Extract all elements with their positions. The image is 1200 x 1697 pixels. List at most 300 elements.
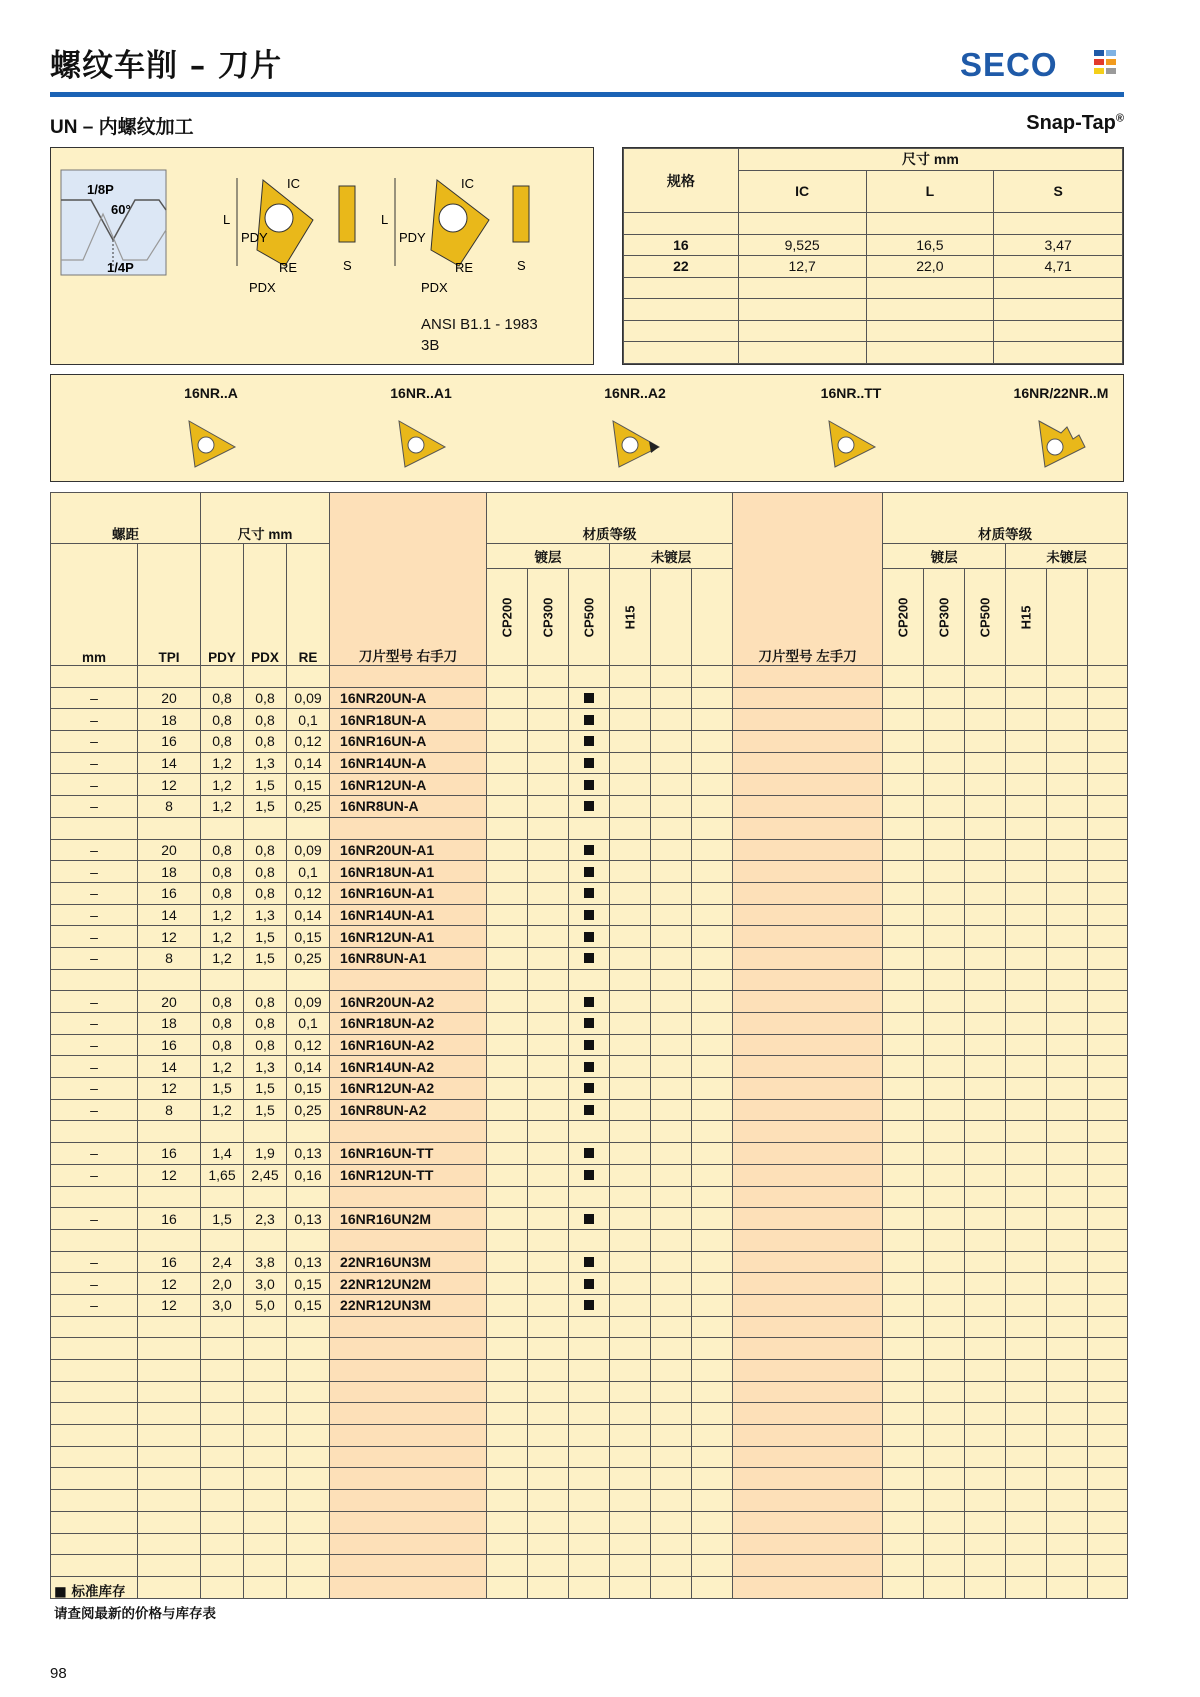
cell-grade bbox=[569, 1381, 610, 1403]
cell-grade-left bbox=[965, 1034, 1006, 1056]
stock-square-icon bbox=[584, 736, 594, 746]
cell-grade bbox=[610, 1425, 651, 1447]
cell-grade-left bbox=[1047, 1511, 1088, 1533]
cell-grade bbox=[651, 969, 692, 991]
cell-re bbox=[287, 1186, 330, 1208]
cell-grade-left bbox=[1006, 1533, 1047, 1555]
cell-grade bbox=[528, 1099, 569, 1121]
cell-re bbox=[287, 666, 330, 688]
cell-grade-left bbox=[1006, 1360, 1047, 1382]
stock-square-icon bbox=[584, 1279, 594, 1289]
label-s: S bbox=[343, 258, 352, 273]
cell-grade-left bbox=[924, 1229, 965, 1251]
cell-pdy bbox=[201, 666, 244, 688]
cell-insert-code: 22NR12UN3M bbox=[330, 1294, 487, 1316]
cell-grade-left bbox=[1088, 666, 1128, 688]
cell-tpi: 12 bbox=[138, 1294, 201, 1316]
cell-pdy bbox=[201, 1121, 244, 1143]
cell-grade-left bbox=[883, 1143, 924, 1165]
cell-grade bbox=[692, 1425, 733, 1447]
cell-grade bbox=[528, 926, 569, 948]
cell-pdx: 0,8 bbox=[244, 991, 287, 1013]
cell-grade bbox=[610, 1468, 651, 1490]
cell-grade bbox=[610, 796, 651, 818]
cell-grade-left bbox=[1088, 731, 1128, 753]
cell-left-hand-code bbox=[733, 904, 883, 926]
cell-re: 0,25 bbox=[287, 796, 330, 818]
cell-pdy: 2,4 bbox=[201, 1251, 244, 1273]
stock-square-icon bbox=[584, 801, 594, 811]
cell-grade-left bbox=[924, 1316, 965, 1338]
cell-grade bbox=[487, 731, 528, 753]
cell-grade-left bbox=[965, 1099, 1006, 1121]
cell-grade bbox=[528, 796, 569, 818]
header-mm: mm bbox=[51, 544, 138, 666]
cell-mm: – bbox=[51, 839, 138, 861]
stock-mark bbox=[569, 1078, 610, 1100]
cell-grade bbox=[692, 1576, 733, 1598]
cell-grade-left bbox=[965, 752, 1006, 774]
cell-mm: – bbox=[51, 1164, 138, 1186]
cell-grade bbox=[610, 1555, 651, 1577]
cell-grade-left bbox=[924, 731, 965, 753]
cell-grade bbox=[651, 1143, 692, 1165]
cell-insert-code: 16NR8UN-A2 bbox=[330, 1099, 487, 1121]
cell-left-hand-code bbox=[733, 839, 883, 861]
cell-grade bbox=[651, 1013, 692, 1035]
cell-grade-left bbox=[965, 1186, 1006, 1208]
cell-grade-left bbox=[1047, 666, 1088, 688]
cell-grade-left bbox=[1006, 1403, 1047, 1425]
cell-grade bbox=[692, 1403, 733, 1425]
stock-mark bbox=[569, 1099, 610, 1121]
cell-tpi: 20 bbox=[138, 687, 201, 709]
cell-grade bbox=[487, 1208, 528, 1230]
cell-grade bbox=[569, 1403, 610, 1425]
cell-grade-left bbox=[1047, 1099, 1088, 1121]
cell-grade-left bbox=[965, 709, 1006, 731]
insert-geometry-diagram bbox=[51, 148, 595, 366]
cell-insert-code bbox=[330, 1229, 487, 1251]
table-row bbox=[51, 1446, 1128, 1468]
cell-grade bbox=[528, 1555, 569, 1577]
table-row bbox=[51, 1425, 1128, 1447]
cell-grade bbox=[651, 709, 692, 731]
s-value: 4,71 bbox=[994, 256, 1123, 278]
cell-mm bbox=[51, 1316, 138, 1338]
cell-grade bbox=[528, 774, 569, 796]
cell-grade bbox=[692, 1121, 733, 1143]
table-row bbox=[51, 1294, 1128, 1316]
cell-grade-left bbox=[1006, 1446, 1047, 1468]
cell-grade-left bbox=[924, 666, 965, 688]
cell-grade-left bbox=[924, 687, 965, 709]
cell-grade bbox=[569, 1490, 610, 1512]
cell-grade-left bbox=[965, 687, 1006, 709]
cell-grade bbox=[569, 1425, 610, 1447]
insert-type-a2 bbox=[560, 385, 710, 471]
cell-grade bbox=[692, 1143, 733, 1165]
grade-cp200: CP200 bbox=[487, 569, 528, 666]
cell-grade-left bbox=[924, 839, 965, 861]
cell-grade bbox=[610, 774, 651, 796]
stock-square-icon bbox=[584, 845, 594, 855]
cell-grade-left bbox=[1006, 1164, 1047, 1186]
cell-pdx: 1,5 bbox=[244, 926, 287, 948]
cell-pdy bbox=[201, 1381, 244, 1403]
header-grade: 材质等级 bbox=[487, 493, 733, 544]
table-row bbox=[51, 969, 1128, 991]
cell-re: 0,14 bbox=[287, 1056, 330, 1078]
cell-grade-left bbox=[1047, 1490, 1088, 1512]
cell-pdx: 1,3 bbox=[244, 904, 287, 926]
col-ic: IC bbox=[738, 170, 866, 213]
cell-grade bbox=[692, 947, 733, 969]
cell-grade bbox=[651, 666, 692, 688]
cell-grade-left bbox=[1006, 1099, 1047, 1121]
cell-grade bbox=[528, 709, 569, 731]
cell-grade-left bbox=[924, 817, 965, 839]
cell-grade-left bbox=[1088, 1078, 1128, 1100]
cell-left-hand-code bbox=[733, 1381, 883, 1403]
cell-grade-left bbox=[1088, 1143, 1128, 1165]
cell-left-hand-code bbox=[733, 1576, 883, 1598]
cell-left-hand-code bbox=[733, 796, 883, 818]
insert-type-label: 16NR..A1 bbox=[390, 385, 452, 401]
cell-grade-left bbox=[883, 1360, 924, 1382]
cell-grade-left bbox=[924, 1099, 965, 1121]
cell-grade-left bbox=[965, 1208, 1006, 1230]
cell-grade bbox=[487, 1273, 528, 1295]
cell-pdx: 3,0 bbox=[244, 1273, 287, 1295]
cell-grade bbox=[528, 861, 569, 883]
insert-types-panel bbox=[50, 374, 1124, 482]
cell-grade bbox=[692, 926, 733, 948]
cell-grade bbox=[528, 1186, 569, 1208]
table-row bbox=[51, 1251, 1128, 1273]
cell-re: 0,09 bbox=[287, 991, 330, 1013]
cell-grade-left bbox=[883, 1056, 924, 1078]
cell-insert-code: 16NR20UN-A1 bbox=[330, 839, 487, 861]
cell-grade-left bbox=[1006, 709, 1047, 731]
cell-mm: – bbox=[51, 796, 138, 818]
stock-square-icon bbox=[584, 1170, 594, 1180]
cell-grade-left bbox=[1006, 1121, 1047, 1143]
cell-pdy: 2,0 bbox=[201, 1273, 244, 1295]
table-row bbox=[51, 839, 1128, 861]
cell-grade-left bbox=[1047, 731, 1088, 753]
cell-grade-left bbox=[965, 969, 1006, 991]
cell-grade-left bbox=[924, 1555, 965, 1577]
cell-grade-left bbox=[1047, 1533, 1088, 1555]
cell-grade-left bbox=[924, 1164, 965, 1186]
cell-grade bbox=[569, 817, 610, 839]
cell-pdy bbox=[201, 817, 244, 839]
stock-mark bbox=[569, 947, 610, 969]
cell-grade bbox=[528, 1208, 569, 1230]
cell-pdy bbox=[201, 1403, 244, 1425]
cell-grade-left bbox=[1047, 796, 1088, 818]
cell-pdy: 0,8 bbox=[201, 991, 244, 1013]
cell-grade bbox=[610, 1208, 651, 1230]
cell-mm: – bbox=[51, 1078, 138, 1100]
cell-grade bbox=[610, 1186, 651, 1208]
cell-grade bbox=[487, 839, 528, 861]
cell-grade-left bbox=[1047, 882, 1088, 904]
cell-grade-left bbox=[1006, 774, 1047, 796]
cell-pdx: 0,8 bbox=[244, 731, 287, 753]
cell-grade-left bbox=[883, 752, 924, 774]
cell-left-hand-code bbox=[733, 1078, 883, 1100]
table-row bbox=[51, 731, 1128, 753]
cell-grade-left bbox=[1088, 882, 1128, 904]
cell-grade-left bbox=[1088, 1511, 1128, 1533]
cell-insert-code: 16NR20UN-A bbox=[330, 687, 487, 709]
cell-grade-left bbox=[1006, 1078, 1047, 1100]
cell-grade-left bbox=[1006, 1381, 1047, 1403]
cell-left-hand-code bbox=[733, 1403, 883, 1425]
cell-grade-left bbox=[924, 1251, 965, 1273]
cell-pdx: 3,8 bbox=[244, 1251, 287, 1273]
cell-grade bbox=[610, 1360, 651, 1382]
cell-grade-left bbox=[883, 774, 924, 796]
cell-re: 0,15 bbox=[287, 926, 330, 948]
cell-grade-left bbox=[1088, 1446, 1128, 1468]
cell-left-hand-code bbox=[733, 1316, 883, 1338]
cell-grade bbox=[692, 1164, 733, 1186]
cell-tpi: 14 bbox=[138, 904, 201, 926]
cell-pdx bbox=[244, 1425, 287, 1447]
label-pdy: PDY bbox=[241, 230, 268, 245]
header-right-hand: 刀片型号 右手刀 bbox=[330, 493, 487, 666]
header-pdx: PDX bbox=[244, 544, 287, 666]
cell-left-hand-code bbox=[733, 947, 883, 969]
cell-left-hand-code bbox=[733, 926, 883, 948]
cell-grade-left bbox=[1088, 947, 1128, 969]
cell-grade bbox=[610, 1056, 651, 1078]
cell-grade-left bbox=[1047, 817, 1088, 839]
cell-grade-left bbox=[924, 861, 965, 883]
cell-grade bbox=[528, 1164, 569, 1186]
cell-mm: – bbox=[51, 1099, 138, 1121]
cell-pdx bbox=[244, 1403, 287, 1425]
cell-grade-left bbox=[1088, 1056, 1128, 1078]
cell-re: 0,14 bbox=[287, 752, 330, 774]
cell-tpi: 14 bbox=[138, 1056, 201, 1078]
cell-re: 0,09 bbox=[287, 687, 330, 709]
cell-left-hand-code bbox=[733, 1121, 883, 1143]
cell-pdy: 1,2 bbox=[201, 752, 244, 774]
cell-grade-left bbox=[1088, 1251, 1128, 1273]
cell-grade bbox=[487, 1078, 528, 1100]
insert-type-label: 16NR..A2 bbox=[604, 385, 666, 401]
table-row bbox=[51, 1576, 1128, 1598]
cell-grade bbox=[528, 1338, 569, 1360]
cell-re bbox=[287, 1381, 330, 1403]
stock-square-icon bbox=[584, 1300, 594, 1310]
table-row bbox=[51, 1316, 1128, 1338]
cell-grade-left bbox=[1006, 1576, 1047, 1598]
cell-grade bbox=[528, 1078, 569, 1100]
cell-insert-code bbox=[330, 1360, 487, 1382]
cell-left-hand-code bbox=[733, 666, 883, 688]
cell-grade-left bbox=[965, 1468, 1006, 1490]
cell-insert-code: 22NR12UN2M bbox=[330, 1273, 487, 1295]
label-ic: IC bbox=[287, 176, 300, 191]
cell-mm: – bbox=[51, 709, 138, 731]
cell-insert-code: 16NR8UN-A bbox=[330, 796, 487, 818]
cell-grade bbox=[692, 991, 733, 1013]
inserts-table bbox=[50, 492, 1128, 1599]
insert-type-a bbox=[136, 385, 286, 471]
cell-grade-left bbox=[883, 1186, 924, 1208]
cell-grade-left bbox=[883, 1251, 924, 1273]
insert-m-icon bbox=[1031, 413, 1091, 471]
cell-insert-code: 16NR18UN-A2 bbox=[330, 1013, 487, 1035]
header-coated: 镀层 bbox=[487, 544, 610, 569]
cell-re: 0,14 bbox=[287, 904, 330, 926]
cell-grade bbox=[528, 839, 569, 861]
cell-mm bbox=[51, 1121, 138, 1143]
cell-grade bbox=[692, 1490, 733, 1512]
cell-grade bbox=[487, 1316, 528, 1338]
cell-re: 0,1 bbox=[287, 709, 330, 731]
stock-square-icon bbox=[584, 1040, 594, 1050]
cell-grade-left bbox=[1006, 1208, 1047, 1230]
cell-grade-left bbox=[1047, 1576, 1088, 1598]
cell-mm bbox=[51, 1425, 138, 1447]
cell-pdx bbox=[244, 1381, 287, 1403]
cell-grade bbox=[651, 1381, 692, 1403]
cell-grade-left bbox=[924, 969, 965, 991]
table-row bbox=[51, 1511, 1128, 1533]
cell-grade-left bbox=[1088, 1164, 1128, 1186]
table-row bbox=[51, 1403, 1128, 1425]
cell-tpi: 8 bbox=[138, 1099, 201, 1121]
cell-grade bbox=[487, 1555, 528, 1577]
cell-grade bbox=[569, 1468, 610, 1490]
cell-grade-left bbox=[1047, 1338, 1088, 1360]
cell-grade-left bbox=[924, 774, 965, 796]
cell-re: 0,15 bbox=[287, 1273, 330, 1295]
cell-tpi bbox=[138, 1316, 201, 1338]
table-row bbox=[51, 1468, 1128, 1490]
cell-left-hand-code bbox=[733, 1034, 883, 1056]
cell-grade-left bbox=[965, 1403, 1006, 1425]
cell-tpi: 18 bbox=[138, 861, 201, 883]
cell-grade bbox=[610, 1316, 651, 1338]
cell-grade bbox=[651, 1056, 692, 1078]
cell-insert-code: 16NR16UN2M bbox=[330, 1208, 487, 1230]
insert-a2-icon bbox=[605, 413, 665, 471]
cell-grade bbox=[528, 1273, 569, 1295]
cell-pdx: 1,5 bbox=[244, 796, 287, 818]
cell-grade-left bbox=[1006, 947, 1047, 969]
cell-grade bbox=[692, 1338, 733, 1360]
label-l: L bbox=[223, 212, 231, 227]
cell-grade-left bbox=[1006, 904, 1047, 926]
stock-mark bbox=[569, 991, 610, 1013]
cell-grade bbox=[610, 969, 651, 991]
cell-grade-left bbox=[965, 774, 1006, 796]
cell-grade-left bbox=[1047, 1251, 1088, 1273]
cell-grade-left bbox=[965, 1078, 1006, 1100]
cell-grade bbox=[528, 1425, 569, 1447]
cell-grade-left bbox=[883, 1511, 924, 1533]
stock-mark bbox=[569, 1164, 610, 1186]
cell-grade-left bbox=[1088, 1403, 1128, 1425]
cell-grade bbox=[487, 1121, 528, 1143]
cell-grade bbox=[692, 1273, 733, 1295]
dimensions-header-row bbox=[624, 149, 1123, 171]
cell-grade bbox=[487, 1143, 528, 1165]
cell-grade-left bbox=[1047, 1143, 1088, 1165]
cell-grade bbox=[487, 1186, 528, 1208]
cell-grade-left bbox=[965, 926, 1006, 948]
cell-grade-left bbox=[1047, 687, 1088, 709]
table-row bbox=[51, 1338, 1128, 1360]
cell-grade-left bbox=[965, 1338, 1006, 1360]
cell-grade bbox=[487, 752, 528, 774]
stock-mark bbox=[569, 1013, 610, 1035]
cell-grade-left bbox=[883, 1381, 924, 1403]
cell-grade bbox=[528, 687, 569, 709]
cell-grade bbox=[487, 1251, 528, 1273]
cell-grade bbox=[528, 969, 569, 991]
cell-grade-left bbox=[1088, 1576, 1128, 1598]
cell-grade-left bbox=[965, 1425, 1006, 1447]
cell-grade bbox=[610, 1576, 651, 1598]
cell-grade-left bbox=[883, 1338, 924, 1360]
cell-grade-left bbox=[965, 1164, 1006, 1186]
cell-mm: – bbox=[51, 1013, 138, 1035]
cell-grade bbox=[610, 752, 651, 774]
cell-grade-left bbox=[1047, 709, 1088, 731]
stock-mark bbox=[569, 709, 610, 731]
cell-insert-code bbox=[330, 1468, 487, 1490]
ic-value: 9,525 bbox=[738, 234, 866, 256]
cell-mm bbox=[51, 1381, 138, 1403]
seco-logo bbox=[960, 46, 1120, 82]
cell-grade-left bbox=[965, 817, 1006, 839]
cell-grade bbox=[528, 904, 569, 926]
cell-pdx: 1,3 bbox=[244, 752, 287, 774]
cell-grade-left bbox=[924, 1143, 965, 1165]
cell-re: 0,25 bbox=[287, 947, 330, 969]
cell-re bbox=[287, 1468, 330, 1490]
cell-grade-left bbox=[1088, 1425, 1128, 1447]
cell-grade bbox=[651, 904, 692, 926]
inserts-table-body bbox=[51, 666, 1128, 1599]
cell-grade-left bbox=[1006, 1273, 1047, 1295]
cell-pdx: 5,0 bbox=[244, 1294, 287, 1316]
cell-pdy: 0,8 bbox=[201, 861, 244, 883]
table-row bbox=[624, 256, 1123, 278]
stock-mark bbox=[569, 1034, 610, 1056]
cell-grade bbox=[487, 947, 528, 969]
cell-left-hand-code bbox=[733, 1164, 883, 1186]
cell-grade-left bbox=[924, 1013, 965, 1035]
cell-grade-left bbox=[924, 1056, 965, 1078]
cell-grade-left bbox=[1006, 839, 1047, 861]
cell-grade bbox=[569, 1533, 610, 1555]
cell-tpi bbox=[138, 817, 201, 839]
cell-insert-code bbox=[330, 1186, 487, 1208]
cell-tpi: 20 bbox=[138, 991, 201, 1013]
cell-grade bbox=[651, 1425, 692, 1447]
cell-re bbox=[287, 1511, 330, 1533]
cell-grade bbox=[651, 1511, 692, 1533]
